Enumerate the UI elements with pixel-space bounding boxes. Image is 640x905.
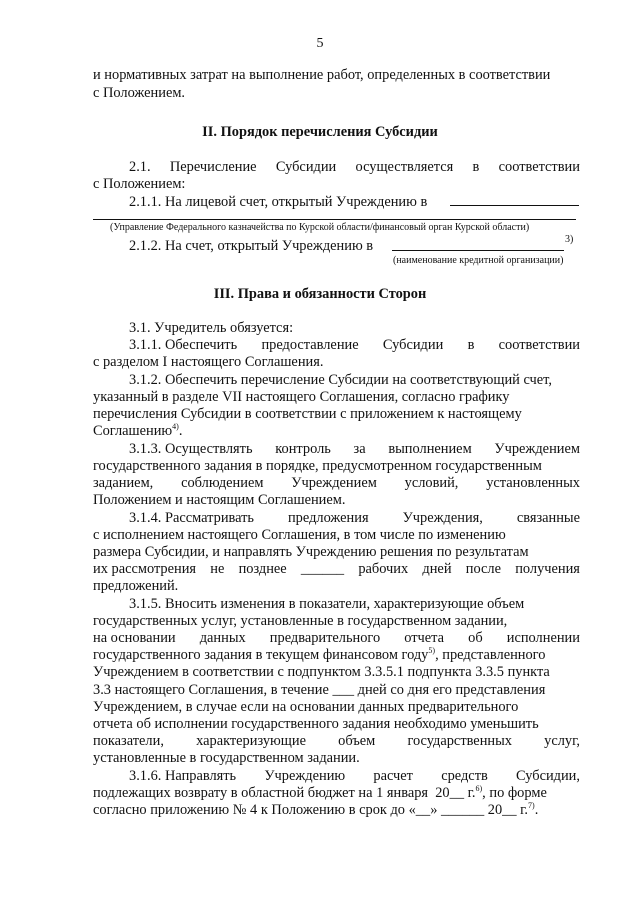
word: после: [465, 561, 501, 577]
text-line: [93, 67, 580, 84]
word: государственных: [407, 733, 512, 749]
text-line: [93, 475, 580, 492]
word: Учреждением: [494, 441, 580, 457]
word: Учреждения,: [402, 510, 483, 526]
footnote-mark: 6): [475, 784, 483, 794]
word: 3.3 настоящего Соглашения, в течение ___ дней со дня его представления: [93, 682, 546, 698]
word: показатели,: [93, 733, 164, 749]
text-line: [93, 389, 580, 406]
text-line: [93, 716, 580, 733]
word: исполнении: [506, 630, 580, 646]
text-line: [93, 441, 580, 458]
word: Субсидии: [275, 159, 337, 175]
word: Учреждением в соответствии с подпунктом 3.3.5.1 подпункта 3.3.5 пункта: [93, 664, 550, 680]
word: предоставление: [261, 337, 359, 353]
word: размера Субсидии, и направлять Учреждению решения по результатам: [93, 544, 529, 560]
word: контроль: [275, 441, 331, 457]
text-line: [93, 682, 580, 699]
text-line: Положением и настоящим Соглашением.: [93, 492, 346, 508]
paragraph-2-1-1: 2.1.1. На лицевой счет, открытый Учреждению в: [129, 194, 428, 210]
word: соответствии: [498, 159, 580, 175]
word: характеризующие: [196, 733, 306, 749]
word: соблюдением: [181, 475, 264, 491]
word: расчет: [373, 768, 413, 784]
text-line: [93, 613, 580, 630]
word: перечисления Субсидии в соответствии с приложением к настоящему: [93, 406, 522, 422]
word: условий,: [404, 475, 459, 491]
word: Перечисление: [169, 159, 257, 175]
text-line: согласно приложению № 4 к Положению в срок до «__» ______ 20__ г.$^{7)}$.: [93, 801, 539, 818]
word: Субсидии,: [516, 768, 580, 784]
footnote-mark: 4): [172, 422, 179, 432]
section-heading: II. Порядок перечисления Субсидии: [202, 124, 438, 140]
word: за: [353, 441, 366, 457]
text-line: [93, 372, 580, 389]
paragraph-2-1-2: 2.1.2. На счет, открытый Учреждению в: [129, 238, 374, 254]
text-line: [93, 768, 580, 785]
word: позднее: [238, 561, 287, 577]
word: объем: [338, 733, 376, 749]
blank-line: [450, 205, 579, 206]
field-caption: (Управление Федерального казначейства по Курской области/финансовый орган Курской области): [110, 222, 530, 233]
word: заданием,: [93, 475, 154, 491]
word: 3.1.4. Рассматривать: [129, 510, 254, 526]
footnote-mark: 5): [428, 646, 436, 656]
word: 3.1.3. Осуществлять: [129, 441, 253, 457]
word: получения: [515, 561, 580, 577]
text-line: установленные в государственном задании.: [93, 750, 360, 766]
word: с исполнением настоящего Соглашения, в том числе по изменению: [93, 527, 506, 543]
word: ______: [300, 561, 345, 577]
section-heading: III. Права и обязанности Сторон: [213, 286, 427, 302]
text-line: [93, 406, 580, 423]
text-line: с разделом I настоящего Соглашения.: [93, 354, 324, 370]
word: средств: [441, 768, 488, 784]
word: не: [210, 561, 225, 577]
word: Учреждением, в случае если на основании данных предварительного: [93, 699, 519, 715]
text-line: [93, 664, 580, 681]
word: осуществляется: [355, 159, 454, 175]
word: в: [467, 337, 475, 353]
word: 3.1.2. Обеспечить перечисление Субсидии на соответствующий счет,: [129, 372, 552, 388]
text-line: предложений.: [93, 578, 179, 594]
word: на основании: [93, 630, 176, 646]
word: рабочих: [358, 561, 409, 577]
word: указанный в разделе VII настоящего Соглашения, согласно графику: [93, 389, 510, 405]
text-line: [93, 733, 580, 750]
word: Учреждением: [291, 475, 377, 491]
word: связанные: [516, 510, 580, 526]
text-line: [93, 159, 580, 176]
word: и нормативных затрат на выполнение работ, определенных в соответствии: [93, 67, 551, 83]
text-line: [93, 699, 580, 716]
word: Учреждению: [264, 768, 346, 784]
word: Субсидии: [382, 337, 444, 353]
text-line: [93, 544, 580, 561]
text-line: с Положением:: [93, 176, 186, 192]
word: государственного задания в порядке, предусмотренном государственным: [93, 458, 542, 474]
word: соответствии: [498, 337, 580, 353]
word: выполнением: [388, 441, 472, 457]
footnote-mark: 7): [528, 801, 535, 811]
text-line: [93, 561, 580, 578]
word: услуг,: [544, 733, 580, 749]
text-line: 3.1. Учредитель обязуется:: [129, 320, 294, 336]
blank-line: [392, 250, 564, 251]
footnote-mark: 3): [565, 234, 574, 245]
word: отчета: [404, 630, 445, 646]
text-line: [93, 458, 580, 475]
word: в: [472, 159, 480, 175]
blank-line: [93, 219, 576, 220]
word: 2.1.: [129, 159, 151, 175]
field-caption: (наименование кредитной организации): [393, 255, 564, 266]
word: отчета об исполнении государственного задания необходимо уменьшить: [93, 716, 539, 732]
word: установленных: [486, 475, 580, 491]
text-line: государственного задания в текущем финансовом году$^{5)}$, представленного: [93, 646, 546, 663]
word: предварительного: [269, 630, 381, 646]
word: 3.1.5. Вносить изменения в показатели, характеризующие объем: [129, 596, 525, 612]
text-line: Соглашению$^{4)}$.: [93, 422, 183, 439]
text-line: с Положением.: [93, 85, 186, 101]
text-line: [93, 510, 580, 527]
word: дней: [422, 561, 452, 577]
text-line: [93, 527, 580, 544]
word: государственных услуг, установленные в государственном задании,: [93, 613, 508, 629]
text-line: [93, 337, 580, 354]
text-line: [93, 596, 580, 613]
word: 3.1.1. Обеспечить: [129, 337, 238, 353]
text-line: подлежащих возврату в областной бюджет на 1 января 20__ г.$^{6)}$, по форме: [93, 784, 547, 801]
text-line: [93, 630, 580, 647]
word: их рассмотрения: [93, 561, 197, 577]
word: предложения: [287, 510, 369, 526]
page-number: 5: [316, 36, 324, 51]
word: данных: [199, 630, 246, 646]
word: об: [468, 630, 483, 646]
word: 3.1.6. Направлять: [129, 768, 237, 784]
